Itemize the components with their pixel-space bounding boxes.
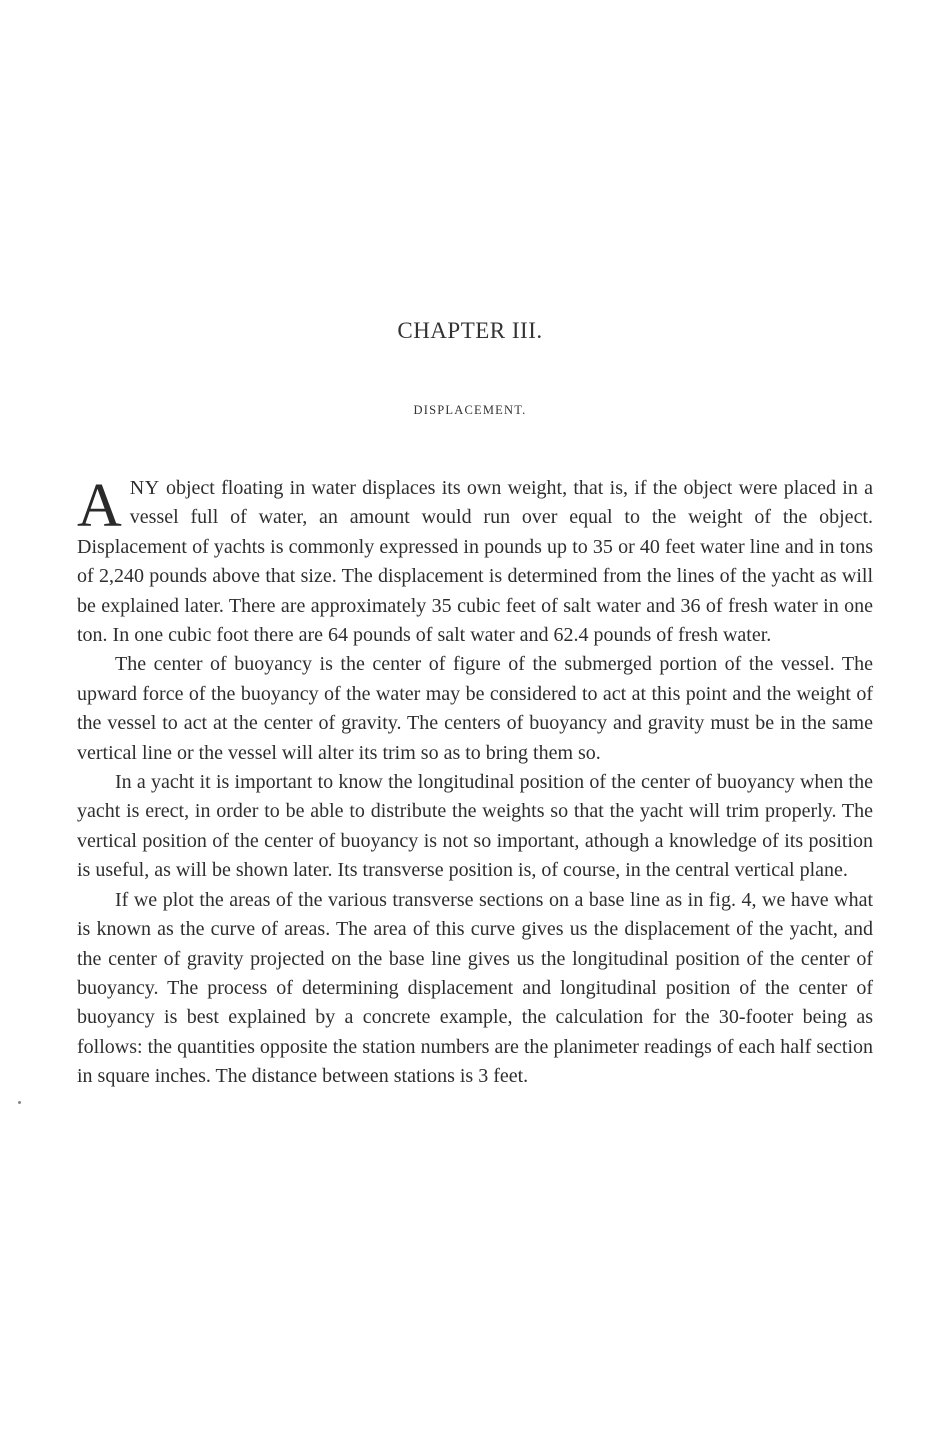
paragraph-1-text: object floating in water displaces its own weight, that is, if the object were placed in a vessel full of water, an amount would run over equal to the weight of the object. Displacement of yachts is commonly expressed in pounds up to 35 or 40 feet water line and in tons of 2,240 pounds above that size. The displacement is determined from the lines of the yacht as will be explained later. There are approximately 35 cubic feet of salt water and 36 of fresh water in one ton. In one cubic foot there are 64 pounds of salt water and 62.4 pounds of fresh water.: [77, 477, 873, 647]
paragraph-4: If we plot the areas of the various transverse sections on a base line as in fig. 4, we have what is known as the curve of areas. The area of this curve gives us the displacement of the yacht, and the center of gravity projected on the base line gives us the longitudinal position of the center of buoyancy. The process of determining displacement and longitudinal position of the center of buoyancy is best explained by a concrete example, the calculation for the 30-footer being as follows: the quantities opposite the station numbers are the planimeter readings of each half section in square inches. The distance between stations is 3 feet.: [77, 888, 873, 1088]
paragraph-2: The center of buoyancy is the center of figure of the submerged portion of the vessel. The upward force of the buoyancy of the water may be considered to act at this point and the weight of the vessel to act at the center of gravity. The centers of buoyancy and gravity must be in the same vertical line or the vessel will alter its trim so as to bring them so.: [77, 653, 873, 764]
paragraph-3: In a yacht it is important to know the longitudinal position of the center of buoyancy when the yacht is erect, in order to be able to distribute the weights so that the yacht will trim properly. The vertical position of the center of buoyancy is not so important, athough a knowledge of its position is useful, as will be shown later. Its transverse position is, of course, in the central vertical plane.: [77, 771, 873, 882]
body-text: [77, 474, 873, 1092]
margin-speck: [18, 1101, 21, 1104]
drop-cap: A: [77, 472, 122, 540]
section-title: DISPLACEMENT.: [413, 403, 527, 417]
chapter-title: CHAPTER III.: [397, 318, 543, 343]
drop-cap-lead: NY: [129, 477, 160, 499]
paragraph-1: [77, 474, 873, 650]
